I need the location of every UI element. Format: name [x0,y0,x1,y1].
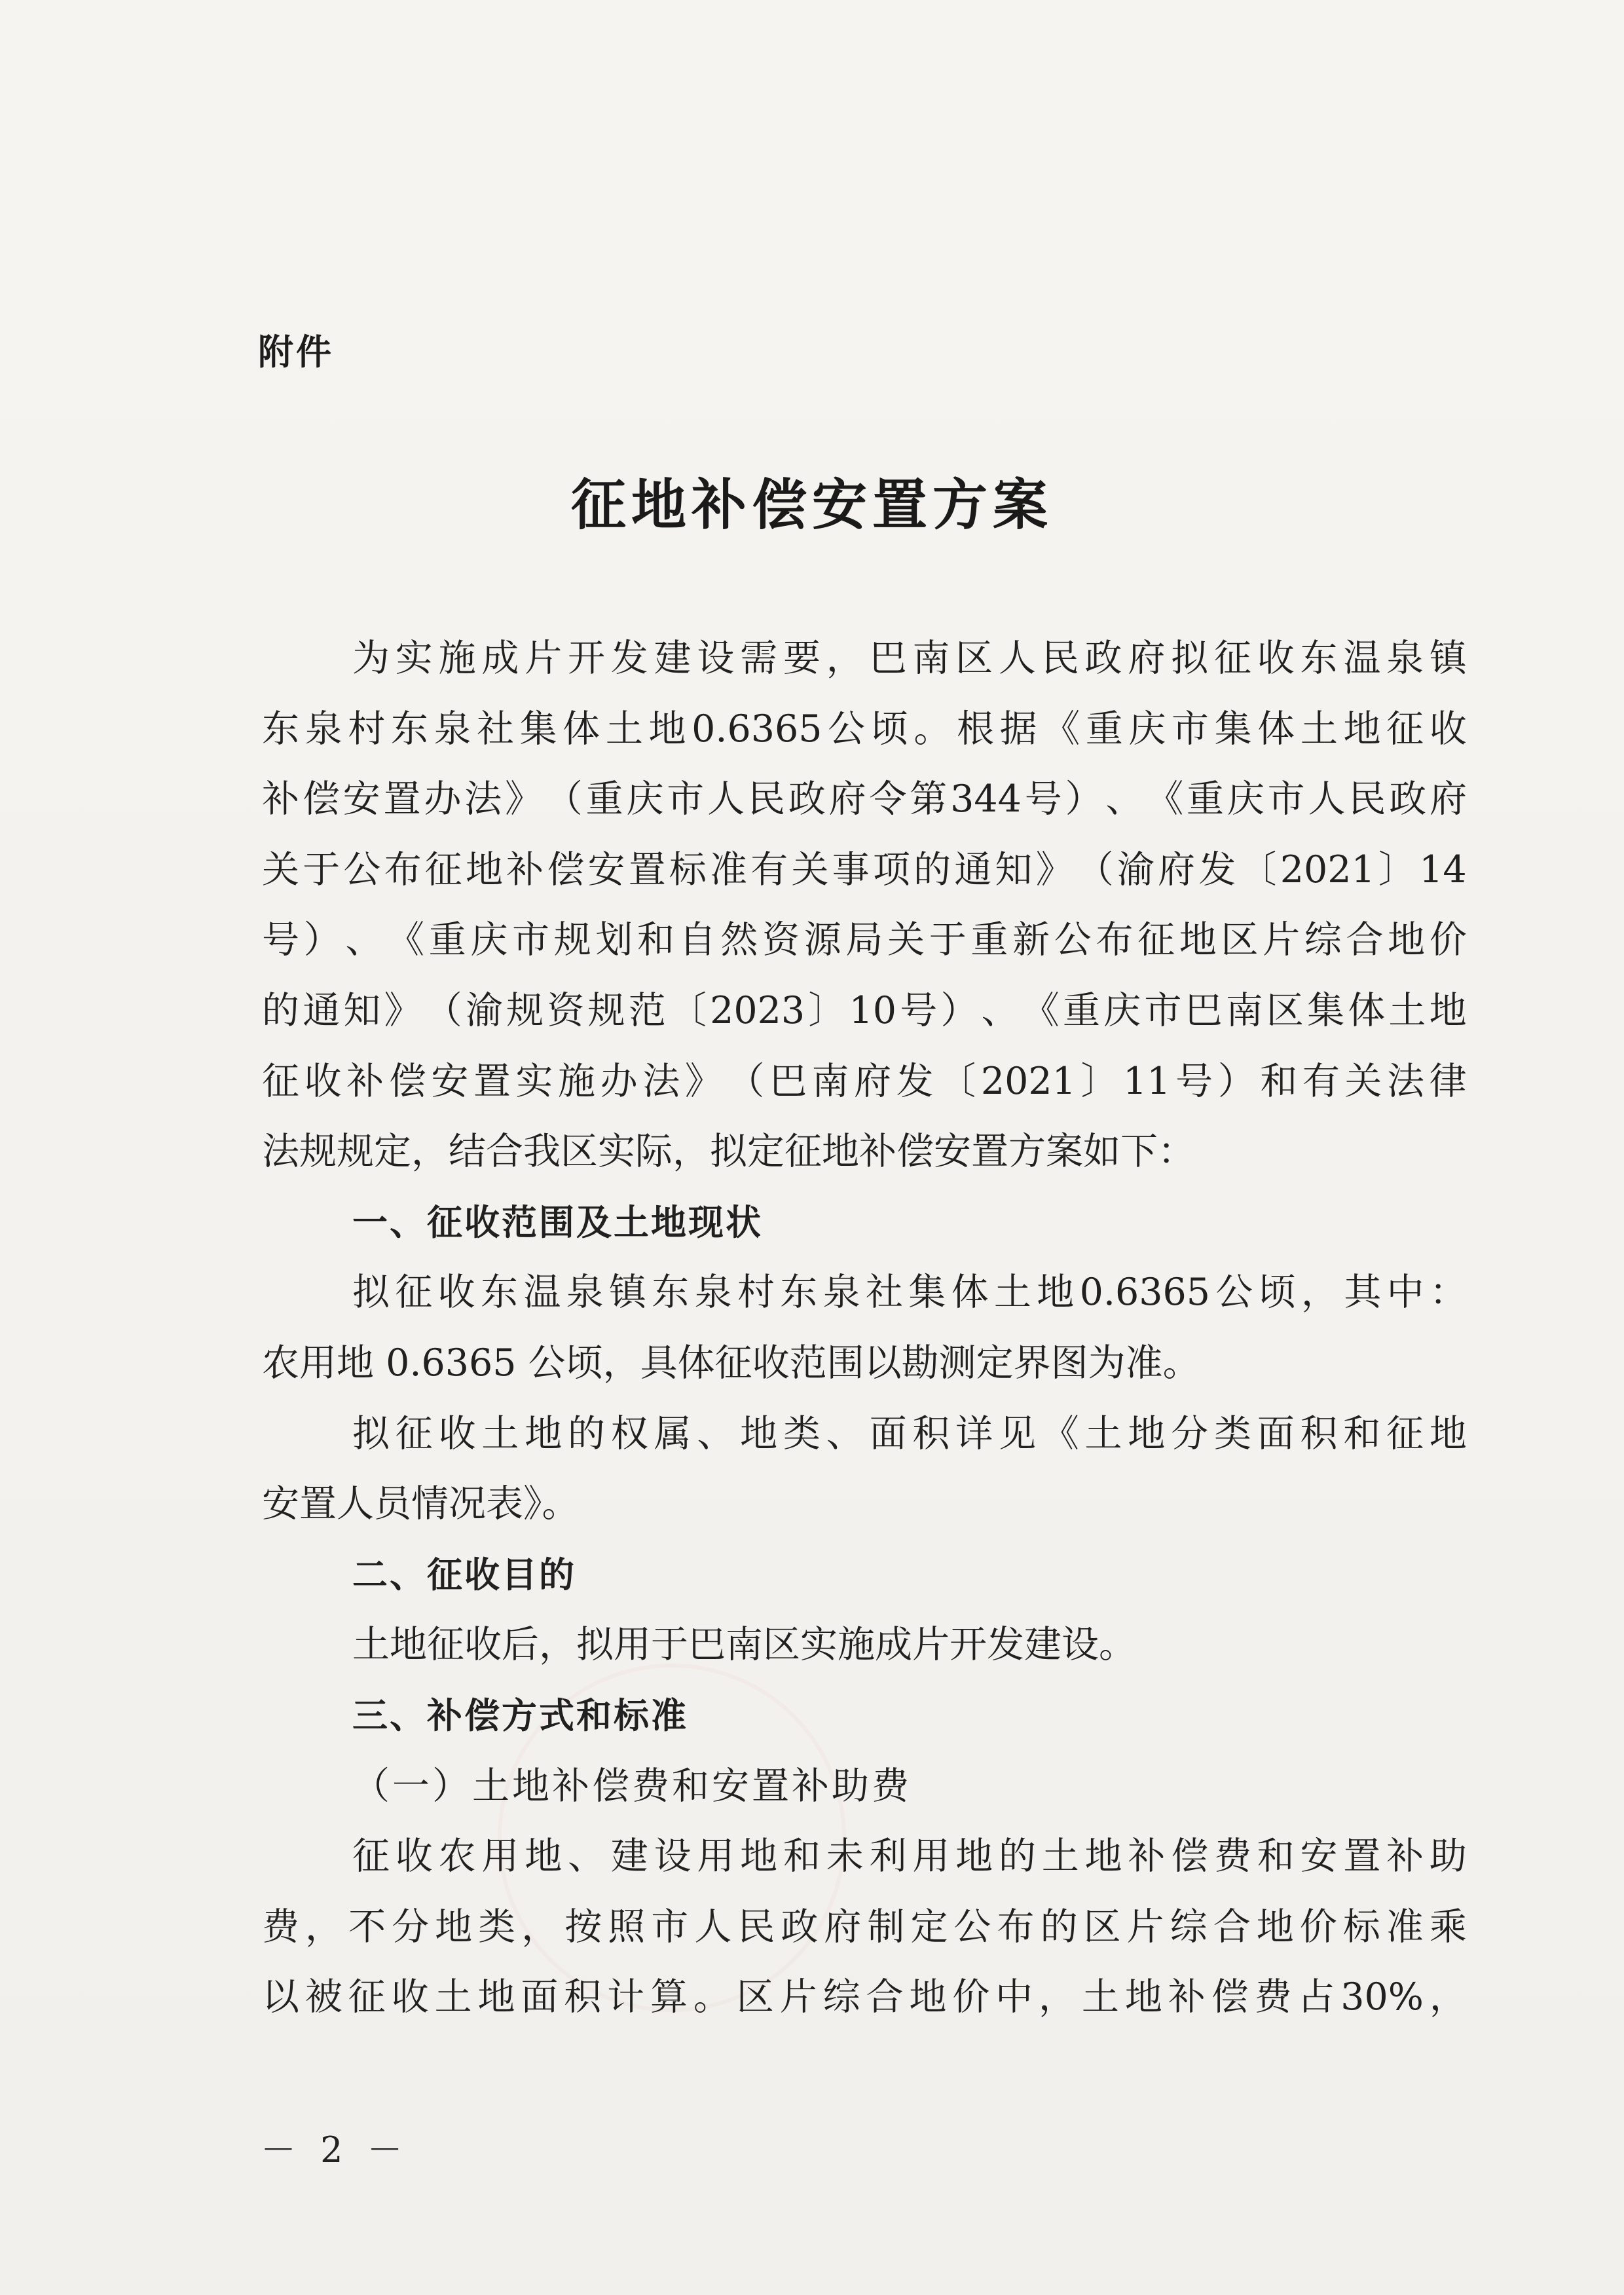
attachment-label: 附件 [258,331,334,373]
text-line: 拟 征 收 东 温 泉 镇 东 泉 村 东 泉 社 集 体 土 地 0.6365 公 顷 ， 其 中 ： [352,1271,1467,1315]
paragraph [262,624,1467,1187]
text-line: 东 泉 村 东 泉 社 集 体 土 地 0.6365 公 顷 。 根 据 《 重 庆 市 集 体 土 地 征 收 [262,707,1467,751]
page-number: － 2 － [261,2129,409,2171]
text-line: 安置人员情况表》。 [262,1482,580,1526]
text-line: 征 收 补 偿 安 置 实 施 办 法 》 （ 巴 南 府 发 〔 2021 〕 11 号 ） 和 有 关 法 律 [262,1059,1467,1103]
document-body [262,624,1467,2033]
text-line: 费 ， 不 分 地 类 ， 按 照 市 人 民 政 府 制 定 公 布 的 区 片 综 合 地 价 标 准 乘 [262,1905,1467,1949]
paragraph [262,1258,1467,1398]
text-line: 一、征收范围及土地现状 [352,1201,763,1243]
text-line: 法规规定，结合我区实际，拟定征地补偿安置方案如下： [262,1130,1195,1174]
section-heading [262,1187,1467,1258]
text-line: 三、补偿方式和标准 [352,1694,688,1736]
text-line: 关 于 公 布 征 地 补 偿 安 置 标 准 有 关 事 项 的 通 知 》 （ 渝 府 发 〔 2021 〕 14 [262,848,1467,891]
text-line: 以 被 征 收 土 地 面 积 计 算 。 区 片 综 合 地 价 中 ， 土 地 补 偿 费 占 30% ， [262,1975,1467,2019]
section-heading [262,1540,1467,1611]
text-line: 为 实 施 成 片 开 发 建 设 需 要 ， 巴 南 区 人 民 政 府 拟 征 收 东 温 泉 镇 [352,637,1467,680]
text-line: 号 ） 、 《 重 庆 市 规 划 和 自 然 资 源 局 关 于 重 新 公 布 征 地 区 片 综 合 地 价 [262,918,1467,962]
text-line: 的 通 知 》 （ 渝 规 资 规 范 〔 2023 〕 10 号 ） 、 《 重 庆 市 巴 南 区 集 体 土 地 [262,988,1467,1032]
sub-heading [262,1751,1467,1822]
text-line: 土地征收后，拟用于巴南区实施成片开发建设。 [352,1623,1136,1667]
text-line: 二、征收目的 [352,1554,576,1595]
text-line: 补 偿 安 置 办 法 》 （ 重 庆 市 人 民 政 府 令 第 344 号 ） 、 《 重 庆 市 人 民 政 府 [262,777,1467,821]
paragraph [262,1610,1467,1681]
text-line: 征 收 农 用 地 、 建 设 用 地 和 未 利 用 地 的 土 地 补 偿 费 和 安 置 补 助 [352,1835,1467,1878]
text-line: 拟 征 收 土 地 的 权 属 、 地 类 、 面 积 详 见 《 土 地 分 类 面 积 和 征 地 [352,1411,1467,1455]
text-line: 农用地 0.6365 公顷，具体征收范围以勘测定界图为准。 [262,1341,1200,1385]
text-line: （一）土地补偿费和安置补助费 [352,1764,912,1808]
paragraph [262,1821,1467,2033]
section-heading [262,1681,1467,1751]
document-title: 征地补偿安置方案 [570,472,1053,537]
paragraph [262,1399,1467,1540]
